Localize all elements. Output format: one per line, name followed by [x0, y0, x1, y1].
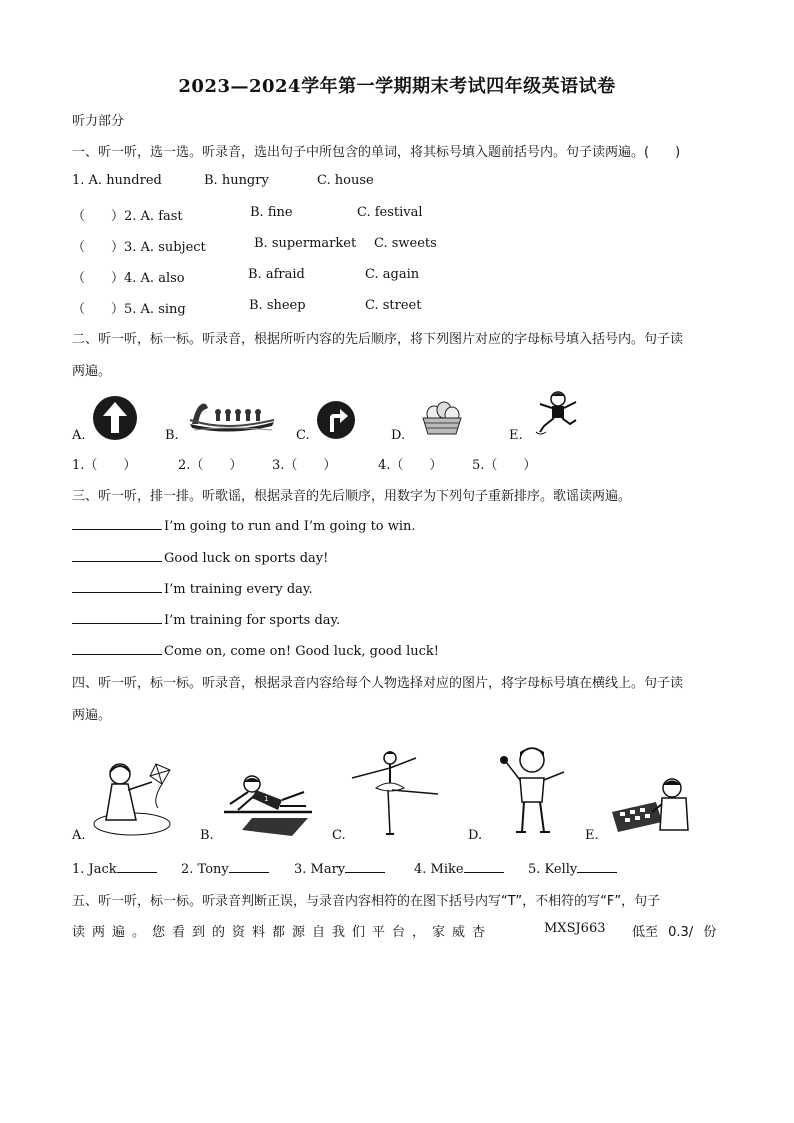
part2-answer-3: 3.（ ）	[272, 458, 337, 473]
part2-label-d: D.	[391, 428, 406, 443]
q5-option-a: （ ）5. A. sing	[72, 302, 186, 317]
part2-instruction-1: 二、听一听，标一标。听录音，根据所听内容的先后顺序，将下列图片对应的字母标号填入括号内。句子读	[72, 332, 684, 347]
part2-label-b: B.	[165, 428, 179, 443]
chant-line-2	[72, 548, 328, 566]
chant-text: I’m training for sports day.	[164, 613, 341, 628]
part2-label-c: C.	[296, 428, 310, 443]
part2-answer-1: 1.（ ）	[72, 458, 137, 473]
person-name: 4. Mike	[414, 862, 464, 877]
q1-option-a: 1. A. hundred	[72, 173, 162, 188]
chant-text: Come on, come on! Good luck, good luck!	[164, 644, 439, 659]
egg-basket-image	[420, 396, 464, 436]
answer-blank[interactable]	[464, 860, 504, 873]
q3-option-a: （ ）3. A. subject	[72, 240, 206, 255]
q2-option-b: B. fine	[250, 205, 293, 220]
ballerina-image	[346, 748, 444, 838]
order-blank[interactable]	[72, 610, 162, 624]
part5-instruction-1: 五、听一听，标一标。听录音判断正误，与录音内容相符的在图下括号内写“T”，不相符的写“F”，句子	[72, 894, 661, 909]
part3-instruction: 三、听一听，排一排。听歌谣，根据录音的先后顺序，用数字为下列句子重新排序。歌谣读两遍。	[72, 489, 632, 504]
person-name: 5. Kelly	[528, 862, 578, 877]
q2-option-c: C. festival	[357, 205, 423, 220]
part2-instruction-2: 两遍。	[72, 364, 112, 379]
person-name: 1. Jack	[72, 862, 117, 877]
part4-answer-tony	[181, 860, 269, 877]
part4-label-c: C.	[332, 828, 346, 843]
part4-answer-mary	[294, 860, 385, 877]
part4-label-d: D.	[468, 828, 483, 843]
girl-flying-kite-image	[92, 760, 176, 836]
part4-answer-mike	[414, 860, 504, 877]
part4-instruction-1: 四、听一听，标一标。听录音，根据录音内容给每个人物选择对应的图片，将字母标号填在横线上。句子读	[72, 676, 684, 691]
answer-blank[interactable]	[577, 860, 617, 873]
q3-option-b: B. supermarket	[254, 236, 357, 251]
order-blank[interactable]	[72, 641, 162, 655]
q4-option-a: （ ）4. A. also	[72, 271, 185, 286]
part4-label-e: E.	[585, 828, 599, 843]
high-jump-boy-image	[222, 770, 314, 838]
q4-option-b: B. afraid	[248, 267, 305, 282]
chant-line-5	[72, 641, 439, 659]
dragon-boat-image	[188, 396, 276, 434]
q1-option-c: C. house	[317, 173, 374, 188]
order-blank[interactable]	[72, 579, 162, 593]
section-listening: 听力部分	[72, 114, 125, 129]
chant-line-3	[72, 579, 313, 597]
part2-label-e: E.	[509, 428, 523, 443]
page-title: 2023—2024学年第一学期期末考试四年级英语试卷	[178, 76, 616, 97]
answer-blank[interactable]	[229, 860, 269, 873]
boy-playing-chess-image	[608, 776, 690, 836]
q5-option-b: B. sheep	[249, 298, 306, 313]
part4-answer-kelly	[528, 860, 617, 877]
boy-singing-image	[490, 742, 570, 836]
chant-line-4	[72, 610, 340, 628]
person-name: 2. Tony	[181, 862, 229, 877]
answer-blank[interactable]	[345, 860, 385, 873]
order-blank[interactable]	[72, 516, 162, 530]
part4-answer-jack	[72, 860, 157, 877]
chant-text: Good luck on sports day!	[164, 551, 329, 566]
q4-option-c: C. again	[365, 267, 420, 282]
svg-text:1: 1	[264, 795, 269, 803]
chant-text: I’m training every day.	[164, 582, 313, 597]
part1-instruction: 一、听一听，选一选。听录音，选出句子中所包含的单词，将其标号填入题前括号内。句子读两遍。( )	[72, 145, 681, 160]
platform-code: MXSJ663	[544, 921, 606, 936]
arrow-up-sign-image	[92, 395, 138, 441]
chant-text: I’m going to run and I’m going to win.	[164, 519, 416, 534]
part5-instruction-2: 读两遍。您看到的资料都源自我们平台，家威杏	[72, 925, 493, 940]
part2-answer-4: 4.（ ）	[378, 458, 443, 473]
running-boy-image	[530, 390, 586, 436]
part4-instruction-2: 两遍。	[72, 708, 112, 723]
turn-right-sign-image	[316, 400, 356, 440]
part4-label-a: A.	[72, 828, 86, 843]
chant-line-1	[72, 516, 416, 534]
part2-answer-2: 2.（ ）	[178, 458, 243, 473]
answer-blank[interactable]	[117, 860, 157, 873]
q5-option-c: C. street	[365, 298, 422, 313]
part4-label-b: B.	[200, 828, 214, 843]
order-blank[interactable]	[72, 548, 162, 562]
q2-option-a: （ ）2. A. fast	[72, 209, 183, 224]
part2-label-a: A.	[72, 428, 86, 443]
price-text: 低至 0.3/ 份	[632, 925, 717, 940]
q3-option-c: C. sweets	[374, 236, 437, 251]
part2-answer-5: 5.（ ）	[472, 458, 537, 473]
person-name: 3. Mary	[294, 862, 346, 877]
q1-option-b: B. hungry	[204, 173, 269, 188]
